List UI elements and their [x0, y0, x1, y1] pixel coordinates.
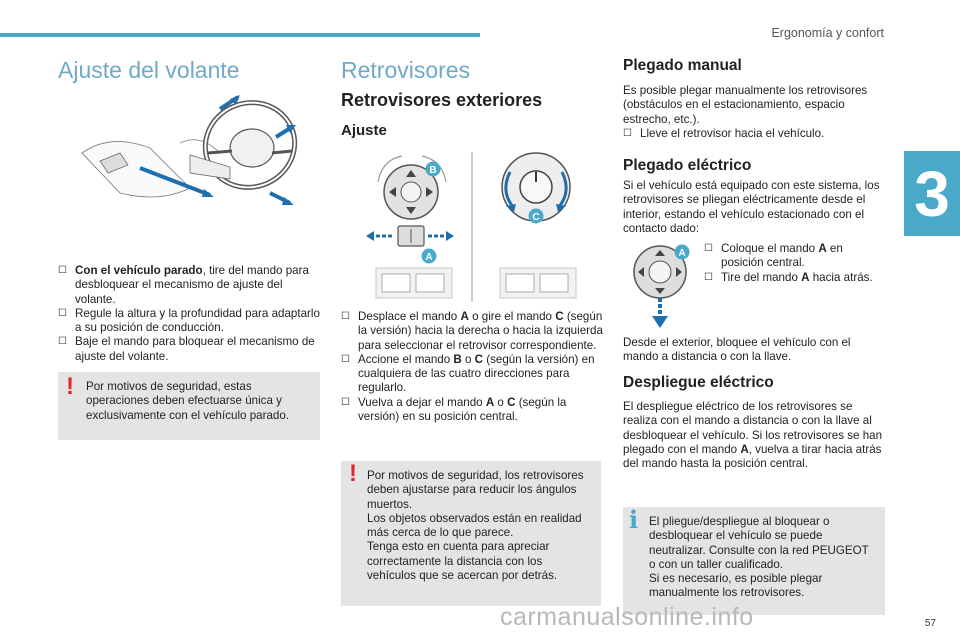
info-note [623, 507, 885, 615]
electric-fold-after-text: Desde el exterior, bloquee el vehículo con el mando a distancia o con la llave. [623, 336, 851, 364]
mirror-adjust-instructions [341, 310, 603, 424]
list-item: ☐ Tire del mando A hacia atrás. [704, 270, 873, 284]
heading-electric-unfold: Despliegue eléctrico [623, 374, 774, 391]
checkbox-icon: ☐ [623, 128, 632, 139]
steering-wheel-illustration [80, 93, 305, 211]
warning-icon: ! [349, 460, 357, 487]
section-heading: Retrovisores exteriores [341, 90, 543, 110]
page-number: 57 [924, 618, 936, 629]
list-item: ☐ Con el vehículo parado, tire del mando para desbloquear el mecanismo de ajuste del volante. [58, 264, 309, 306]
checkbox-icon: ☐ [58, 307, 67, 319]
list-item: ☐ Baje el mando para bloquear el mecanismo de ajuste del volante. [58, 335, 315, 363]
list-item: ☐ Coloque el mando A en posición central. [704, 242, 843, 270]
electric-fold-instructions [704, 242, 884, 285]
warning-note-steering [58, 372, 320, 440]
checkbox-icon: ☐ [341, 396, 350, 408]
warning-text: Por motivos de seguridad, los retrovisores deben ajustarse para reducir los ángulos muertos. Los objetos observados están en realidad más cerca de lo que parece. Tenga esto en cuenta para apreciar correctamente la distancia con los vehículos que se acercan por detrás. [367, 469, 584, 583]
electric-fold-text: Si el vehículo está equipado con este sistema, los retrovisores se pliegan eléctricamente desde el interior, estando el vehículo estacionado con el contacto dado: [623, 179, 880, 235]
page-title-mirrors: Retrovisores [341, 57, 471, 83]
subsection-heading: Ajuste [341, 122, 387, 139]
heading-manual-fold: Plegado manual [623, 57, 742, 74]
checkbox-icon: ☐ [704, 271, 713, 283]
label-b: B [429, 165, 437, 176]
info-text: El pliegue/despliegue al bloquear o desbloquear el vehículo se puede neutralizar. Consulte con la red PEUGEOT o con un taller cualificado. Si es necesario, es posible plegar manualmente los retrovisores. [649, 515, 869, 600]
checkbox-icon: ☐ [704, 243, 713, 254]
electric-unfold-text: El despliegue eléctrico de los retrovisores se realiza con el mando a distancia o con la llave al desbloquear el vehículo. Si los retrovisores se han plegado con el mando A, vuelva a tirar hacia atrás del mando hasta la posición central. [623, 400, 883, 471]
list-item: ☐ Regule la altura y la profundidad para adaptarlo a su posición de conducción. [58, 306, 320, 335]
label-a: A [678, 248, 686, 259]
manual-fold-text: Es posible plegar manualmente los retrovisores (obstáculos en el estacionamiento, espacio estrecho, etc.). [623, 84, 868, 126]
checkbox-icon: ☐ [341, 353, 350, 365]
page-title-steering: Ajuste del volante [58, 57, 240, 83]
info-icon: i [629, 505, 639, 534]
warning-icon: ! [66, 373, 74, 400]
label-a: A [425, 252, 433, 263]
heading-electric-fold: Plegado eléctrico [623, 157, 752, 174]
warning-text: Por motivos de seguridad, estas operaciones deben efectuarse única y exclusivamente con el vehículo parado. [86, 380, 290, 422]
header-accent-bar [0, 33, 480, 37]
checkbox-icon: ☐ [341, 311, 350, 322]
manual-fold-instructions [623, 127, 888, 141]
mirror-controls-illustration [366, 152, 586, 302]
list-item: ☐ Desplace el mando A o gire el mando C (según la versión) hacia la derecha o hacia la izquierda para seleccionar el retrovisor correspondiente. [341, 310, 603, 352]
warning-note-mirrors [341, 461, 601, 606]
checkbox-icon: ☐ [58, 265, 67, 276]
fold-control-illustration [628, 242, 692, 330]
section-title: Ergonomía y confort [771, 26, 884, 40]
checkbox-icon: ☐ [58, 336, 67, 348]
label-c: C [532, 212, 540, 223]
list-item: ☐ Accione el mando B o C (según la versión) en cualquiera de las cuatro direcciones para regularlo. [341, 352, 595, 395]
list-item: ☐ Vuelva a dejar el mando A o C (según la versión) en su posición central. [341, 395, 567, 424]
list-item: ☐ Lleve el retrovisor hacia el vehículo. [623, 127, 825, 140]
chapter-tab: 3 [904, 151, 960, 236]
steering-instructions [58, 264, 320, 364]
watermark: carmanualsonline.info [500, 603, 754, 631]
